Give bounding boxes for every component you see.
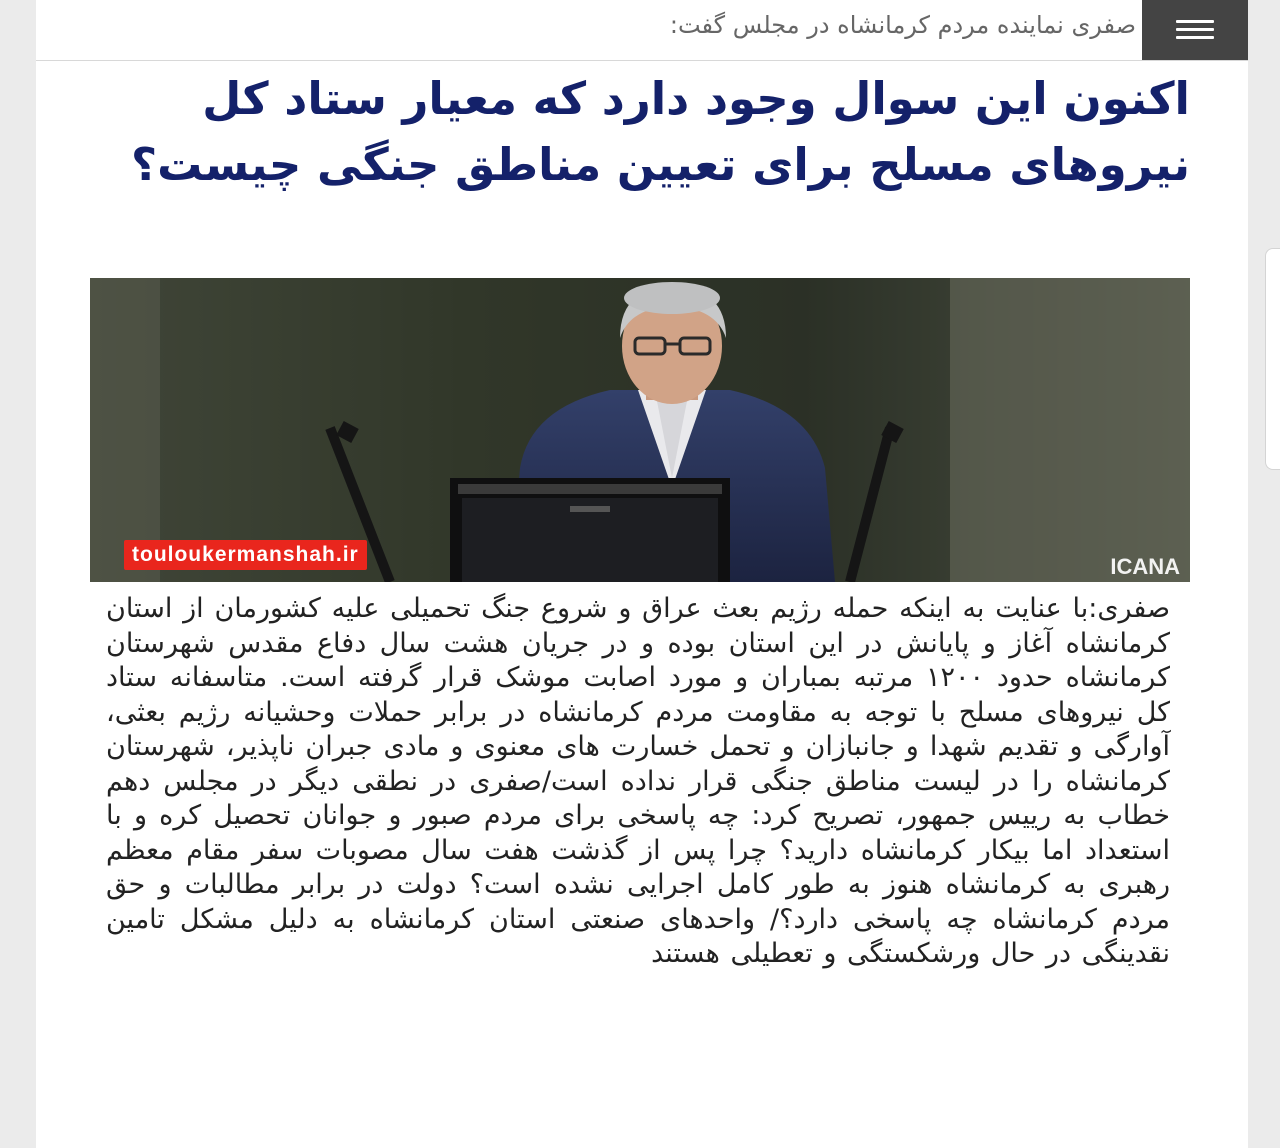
parliament-speaker-image: [90, 278, 1190, 582]
article-body: صفری:با عنایت به اینکه حمله رژیم بعث عراق و شروع جنگ تحمیلی علیه کشورمان از استان کرمانشاه آغاز و پایانش در این استان بوده و در جریان هشت سال دفاع مقدس شهرستان کرمانشاه حدود ۱۲۰۰ مرتبه بمباران و مورد اصابت موشک قرار گرفته است. متاسفانه ستاد کل نیروهای مسلح با توجه به مقاومت مردم کرمانشاه در برابر حملات وحشیانه رژیم بعثی، آوارگی و تقدیم شهدا و جانبازان و تحمل خسارت های معنوی و مادی جبران ناپذیر، شهرستان کرمانشاه را در لیست مناطق جنگی قرار نداده است/صفری در نطقی دیگر در مجلس دهم خطاب به رییس جمهور، تصریح کرد: چه پاسخی برای مردم صبور و جوانان تحصیل کره و با استعداد اما بیکار کرمانشاه دارید؟ چرا پس از گذشت هفت سال مصوبات سفر مقام معظم رهبری به کرمانشاه هنوز به طور کامل اجرایی نشده است؟ دولت در برابر مطالبات و حق مردم کرمانشاه چه پاسخی دارد؟/ واحدهای صنعتی استان کرمانشاه به دلیل مشکل تامین نقدینگی در حال ورشکستگی و تعطیلی هستند: [106, 593, 1170, 969]
menu-button[interactable]: [1142, 0, 1248, 60]
top-bar: [36, 0, 1248, 61]
side-scroll-handle[interactable]: [1265, 248, 1280, 470]
article-headline: اکنون این سوال وجود دارد که معیار ستاد کل نیروهای مسلح برای تعیین مناطق جنگی چیست؟: [130, 72, 1190, 191]
article-page: [36, 0, 1248, 1148]
article-kicker: صفری نماینده مردم کرمانشاه در مجلس گفت:: [669, 11, 1136, 39]
agency-logo-watermark: ICANA: [1110, 554, 1180, 579]
source-watermark: touloukermanshah.ir: [124, 540, 367, 570]
hamburger-menu-icon: [1176, 20, 1214, 40]
article-photo: [90, 278, 1190, 582]
